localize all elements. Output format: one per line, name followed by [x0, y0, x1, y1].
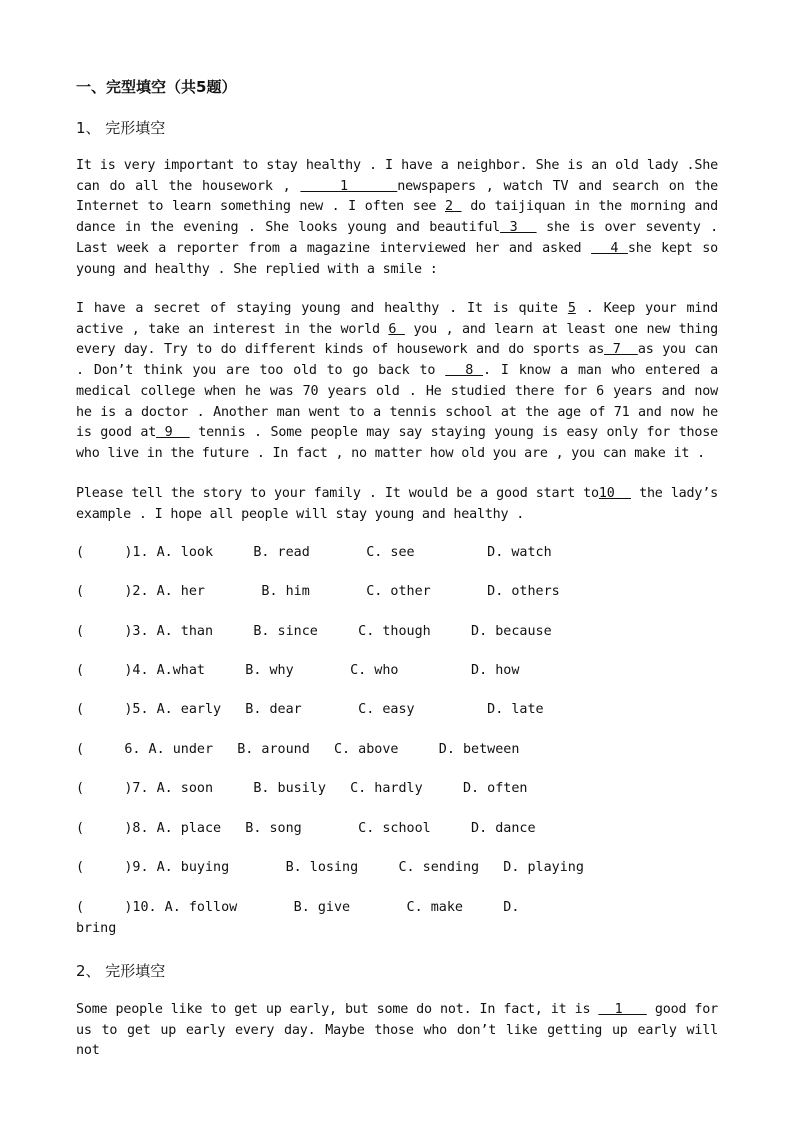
q1-passage-paragraph-2 — [76, 299, 718, 465]
blank-10: 10 — [598, 486, 631, 501]
passage-text: tennis . Some people may say staying young is easy only for those who live in the future . In fact , no matter how old you are , you can make it . — [76, 425, 718, 461]
option-row-7: ( )7. A. soon B. busily C. hardly D. often — [76, 781, 528, 796]
q2-passage-paragraph-1 — [76, 1000, 718, 1062]
passage-text: I have a secret of staying young and healthy . It is quite — [76, 301, 568, 316]
passage-text: It is very important to stay healthy . I have a neighbor. She is an old lady .She can do all the housework , — [76, 158, 718, 194]
blank-4: 4 — [591, 240, 628, 256]
blank-2: 2 — [444, 199, 462, 215]
passage-text: you , and learn at least one new thing every day. Try to do different kinds of housework and do sports as — [76, 321, 718, 358]
option-row-4: ( )4. A.what B. why C. who D. how — [76, 663, 520, 678]
blank-5: 5 — [567, 301, 576, 316]
blank-9: 9 — [156, 425, 190, 441]
blank-1: 1 — [598, 1002, 647, 1017]
q1-passage-paragraph-3 — [76, 484, 718, 525]
passage-text: she kept so young and healthy . She replied with a smile : — [76, 240, 718, 277]
question-1-label: 1、 完形填空 — [76, 119, 166, 137]
blank-1: 1 — [300, 178, 398, 194]
option-row-10-wrap: bring — [76, 921, 117, 936]
passage-text: she is over seventy . Last week a reporter from a magazine interviewed her and asked — [76, 220, 718, 256]
passage-text: as you can . Don’t think you are too old to go back to — [76, 342, 718, 379]
passage-text: newspapers , watch TV and search on the Internet to learn something new . I often see — [76, 178, 718, 215]
passage-text: the lady’s example . I hope all people will stay young and healthy . — [76, 486, 718, 522]
option-row-10: ( )10. A. follow B. give C. make D. — [76, 900, 520, 915]
option-row-8: ( )8. A. place B. song C. school D. dance — [76, 821, 536, 836]
section-title: 一、完型填空（共5题） — [76, 78, 237, 96]
option-row-1: ( )1. A. look B. read C. see D. watch — [76, 545, 552, 560]
blank-6: 6 — [388, 321, 405, 337]
option-row-6: ( 6. A. under B. around C. above D. between — [76, 742, 520, 757]
option-row-9: ( )9. A. buying B. losing C. sending D. playing — [76, 860, 584, 875]
option-row-5: ( )5. A. early B. dear C. easy D. late — [76, 702, 544, 717]
passage-text: Please tell the story to your family . It would be a good start to — [76, 486, 599, 501]
passage-text: . Keep your mind active , take an interest in the world — [76, 301, 718, 337]
passage-text: do taijiquan in the morning and dance in the evening . She looks young and beautiful — [76, 199, 718, 236]
blank-8: 8 — [445, 363, 484, 379]
question-2-label: 2、 完形填空 — [76, 962, 166, 980]
passage-text: Some people like to get up early, but some do not. In fact, it is — [76, 1002, 599, 1017]
option-row-2: ( )2. A. her B. him C. other D. others — [76, 584, 560, 599]
blank-3: 3 — [500, 220, 537, 236]
blank-7: 7 — [604, 342, 638, 358]
passage-text: . I know a man who entered a medical college when he was 70 years old . He studied there for 6 years and now he is a doctor . Another man went to a tennis school at the age of 71 and now he is good at — [76, 363, 719, 441]
q1-passage-paragraph-1 — [76, 156, 718, 280]
passage-text: good for us to get up early every day. Maybe those who don’t like getting up early will not — [76, 1002, 719, 1059]
option-row-3: ( )3. A. than B. since C. though D. because — [76, 624, 552, 639]
